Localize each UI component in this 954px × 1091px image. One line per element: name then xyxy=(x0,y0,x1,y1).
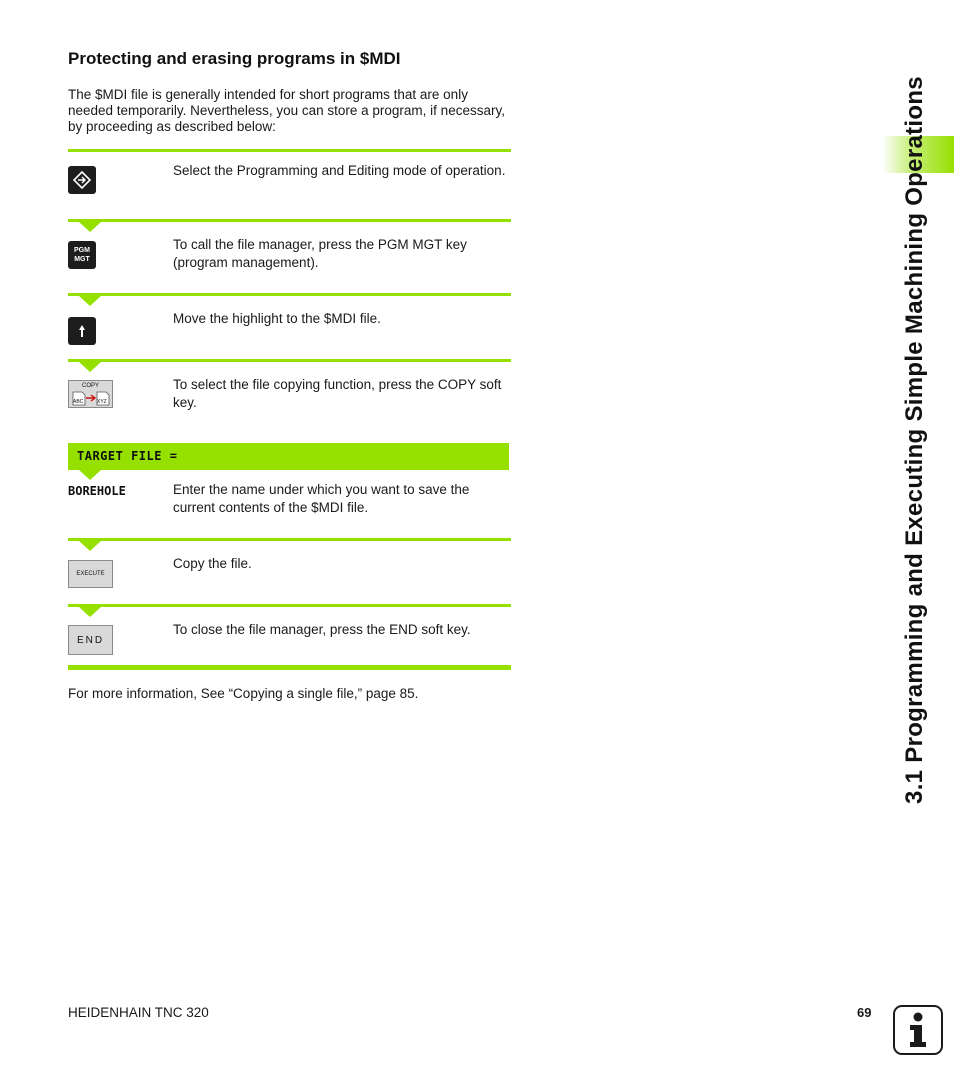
execute-softkey xyxy=(68,560,113,588)
copy-softkey xyxy=(68,380,113,408)
edit-mode-icon xyxy=(72,170,92,190)
page-number: 69 xyxy=(857,1005,872,1020)
step-divider xyxy=(68,359,511,362)
mgt-label: MGT xyxy=(74,256,90,263)
arrow-up-key xyxy=(68,317,96,345)
cross-reference-note: For more information, See “Copying a single file,” page 85. xyxy=(68,686,419,701)
arrow-up-icon xyxy=(76,323,88,339)
copy-from-label: ABC xyxy=(73,399,84,405)
section-heading: Protecting and erasing programs in $MDI xyxy=(68,49,401,68)
arrow-down-icon xyxy=(79,470,101,480)
step-highlight-text: Move the highlight to the $MDI file. xyxy=(173,311,381,326)
step-divider xyxy=(68,149,511,152)
step-end-text: To close the file manager, press the END soft key. xyxy=(173,622,471,637)
step-borehole-text: Enter the name under which you want to save the current contents of the $MDI file. xyxy=(173,482,470,515)
programming-mode-key xyxy=(68,166,96,194)
table-bottom-rule xyxy=(68,665,511,670)
dialog-prompt: TARGET FILE = xyxy=(77,449,178,463)
execute-label: EXECUTE xyxy=(76,571,105,577)
step-divider xyxy=(68,538,511,541)
copy-to-label: XYZ xyxy=(97,399,107,405)
arrow-down-icon xyxy=(79,296,101,306)
step-divider xyxy=(68,219,511,222)
end-softkey xyxy=(68,625,113,655)
arrow-down-icon xyxy=(79,607,101,617)
arrow-down-icon xyxy=(79,541,101,551)
arrow-down-icon xyxy=(79,362,101,372)
step-mode-text: Select the Programming and Editing mode of operation. xyxy=(173,163,506,178)
footer-product: HEIDENHAIN TNC 320 xyxy=(68,1005,209,1020)
copy-label: COPY xyxy=(81,383,99,389)
file-name-entry: BOREHOLE xyxy=(68,484,126,498)
step-execute-text: Copy the file. xyxy=(173,556,252,571)
step-divider xyxy=(68,293,511,296)
pgm-mgt-key xyxy=(68,241,96,269)
step-copy-text: To select the file copying function, press the COPY soft key. xyxy=(173,377,502,410)
intro-paragraph: The $MDI file is generally intended for short programs that are only needed temporarily. Nevertheless, you can store a program, if necessary, by proceeding as described below: xyxy=(68,87,505,134)
arrow-down-icon xyxy=(79,222,101,232)
pgm-label: PGM xyxy=(74,247,90,254)
chapter-side-title: 3.1 Programming and Executing Simple Machining Operations xyxy=(901,76,928,804)
dialog-prompt-bar xyxy=(68,443,509,470)
end-label: END xyxy=(76,635,105,646)
step-divider xyxy=(68,604,511,607)
info-icon xyxy=(893,1005,943,1055)
step-pgm-text: To call the file manager, press the PGM MGT key (program management). xyxy=(173,237,467,270)
